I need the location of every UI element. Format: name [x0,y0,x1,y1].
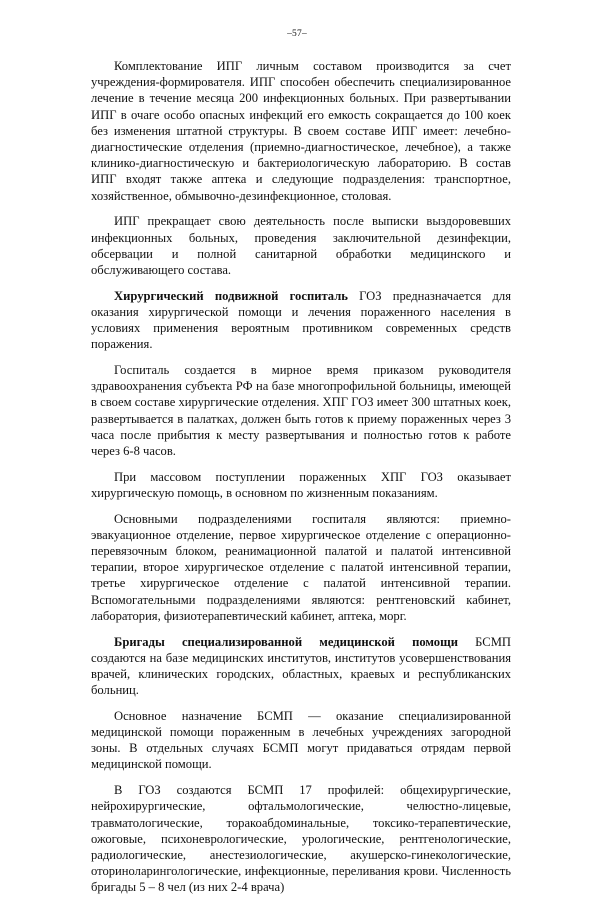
page-number: –57– [287,29,307,39]
paragraph-specialized-brigades [91,634,511,699]
paragraph-surgical-hospital [91,288,511,353]
paragraph-text: Основное назначение БСМП — оказание специализированной медицинской помощи пораженным в лечебных учреждениях загородной зоны. В отдельных случаях БСМП могут придаваться отрядам первой медицинской помощи. [91,708,511,772]
page-body [91,58,511,905]
paragraph-ipg-closure [91,213,511,278]
paragraph-bold-lead: Хирургический подвижной госпиталь [114,288,348,303]
paragraph-text: При массовом поступлении пораженных ХПГ ГОЗ оказывает хирургическую помощь, в основном по жизненным показаниям. [91,469,511,500]
paragraph-ipg-staffing [91,58,511,204]
paragraph-text: ГОЗ предназначается для оказания хирургической помощи и лечения пораженного населения в условиях применения вероятным противником современных средств поражения. [91,288,511,352]
paragraph-text: Комплектование ИПГ личным составом производится за счет учреждения-формирователя. ИПГ способен обеспечить специализированное лечение в течение месяца 200 инфекционных больных. При развертывании ИПГ в очаге особо опасных инфекций его емкость сокращается до 100 коек без изменения штатной структуры. В своем составе ИПГ имеет: лечебно-диагностические отделения (приемно-диагностическое, лечебное), а также клинико-диагностическую и бактериологическую лабораторию. В состав ИПГ входят также аптека и следующие подразделения: транспортное, хозяйственное, обмывочно-дезинфекционное, столовая. [91,59,511,203]
paragraph-bold-lead: Бригады специализированной медицинской помощи [114,634,458,649]
paragraph-text: БСМП создаются на базе медицинских институтов, институтов усовершенствования врачей, клинических городских, областных, краевых и республиканских больниц. [91,634,511,698]
paragraph-bsmp-purpose [91,708,511,773]
paragraph-text: В ГОЗ создаются БСМП 17 профилей: общехирургические, нейрохирургические, офтальмологические, челюстно-лицевые, травматологические, торакоабдоминальные, токсико-терапевтические, ожоговые, психоневрологические, урологические, рентгенологические, радиологические, анестезиологические, акушерско-гинекологические, оториноларингологические, инфекционные, переливания крови. Численность бригады 5 – 8 чел (из них 2-4 врача) [91,783,511,895]
paragraph-text: Госпиталь создается в мирное время приказом руководителя здравоохранения субъекта РФ на базе многопрофильной больницы, имеющей в своем составе хирургические отделения. ХПГ ГОЗ имеет 300 штатных коек, развертывается в палатках, должен быть готов к приему пораженных через 3 часа после прибытия к месту развертывания и полностью готов к работе через 6-8 часов. [91,362,511,458]
paragraph-text: ИПГ прекращает свою деятельность после выписки выздоровевших инфекционных больных, проведения заключительной дезинфекции, обсервации и полной санитарной обработки медицинского и обслуживающего состава. [91,214,511,277]
paragraph-mass-admission [91,469,511,501]
paragraph-text: Основными подразделениями госпиталя являются: приемно-эвакуационное отделение, первое хирургическое отделение с операционно-перевязочным блоком, реанимационной палатой и палатой интенсивной терапии, второе хирургическое отделение с палатой интенсивной терапии, третье хирургическое отделение с палатой интенсивной терапии. Вспомогательными подразделениями являются: рентгеновский кабинет, лаборатория, физиотерапевтический кабинет, аптека, морг. [91,511,511,623]
paragraph-bsmp-profiles [91,782,511,895]
paragraph-hospital-creation [91,362,511,459]
paragraph-hospital-units [91,511,511,624]
